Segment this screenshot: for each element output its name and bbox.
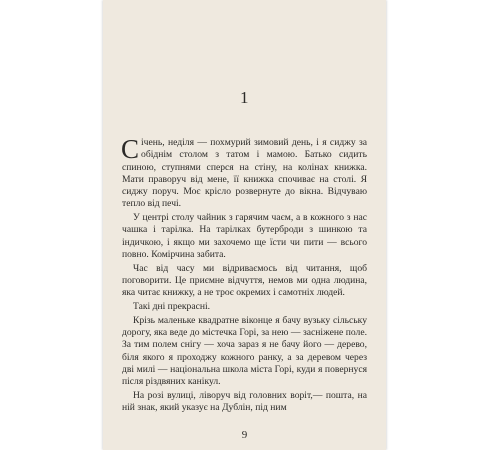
body-text <box>121 134 367 416</box>
paragraph-text: ічень, неділя — похмурий зимовий день, і я сиджу за обіднім столом з татом і мамою. Батько сидить спиною, ступнями сперся на стіну, на колінах книжка. Мати праворуч від мене, її книжка спочиває на столі. Я сиджу поруч. Моє крісло розвернуте до вікна. Відчуваю тепло від печі. <box>122 137 367 210</box>
book-page <box>103 0 386 450</box>
paragraph <box>121 134 367 211</box>
chapter-number: 1 <box>240 88 249 107</box>
paragraph: На розі вулиці, ліворуч від головних воріт,— пошта, на ній знак, який указує на Дублін, під ним <box>122 389 367 414</box>
drop-cap: С <box>121 134 140 164</box>
paragraph: Такі дні прекрасні. <box>133 301 211 313</box>
paragraph: Крізь маленьке квадратне віконце я бачу вузьку сільську дорогу, яка веде до містечка Горі, за нею — засніжене поле. За тим полем снігу — хоча зараз я не бачу його — дерево, біля якого я проходжу кожного ранку, а за деревом через дві милі — національна школа міста Горі, куди я повернуся після різдвяних канікул. <box>122 314 367 388</box>
page-number: 9 <box>241 429 248 441</box>
paragraph: Час від часу ми відриваємось від читання, щоб поговорити. Це приємне відчуття, немов ми одна людина, яка читає книжку, а не троє окремих і самотніх людей. <box>122 262 367 299</box>
paragraph: У центрі столу чайник з гарячим чаєм, а в кожного з нас чашка і тарілка. На тарілках бутерброди з шинкою та індичкою, і якщо ми захочемо ще їсти чи пити — всього повно. Комірчина забита. <box>122 212 367 261</box>
